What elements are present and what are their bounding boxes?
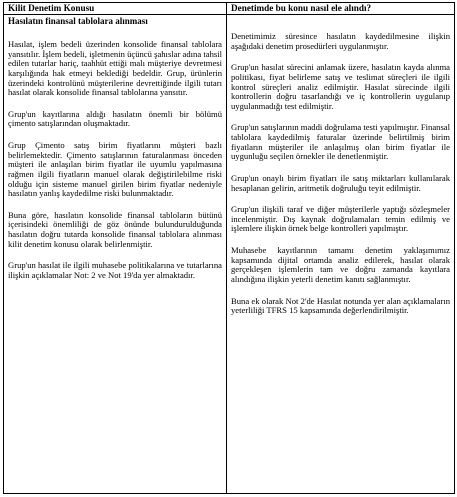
response-paragraph-1: Denetimimiz süresince hasılatın kaydedilmesine ilişkin aşağıdaki denetim prosedürleri uygulanmıştır. bbox=[231, 31, 450, 51]
matter-paragraph-2: Grup'un kayıtlarına aldığı hasılatın önemli bir bölümü çimento satışlarından oluşmaktadır. bbox=[8, 108, 222, 129]
response-paragraph-2: Grup'un hasılat sürecini anlamak üzere, hasılatın kayda alınma politikası, fiyat belirleme satış ve teslimat süreçleri ile ilgili kontrol süreçleri analiz edilmiştir. Hasılat sürecinde ilgili kontrollerin doğru tasarlandığı ve iç kontrollerin uygulanıp uygulanmadığı test edilmiştir. bbox=[231, 62, 450, 111]
header-row bbox=[4, 3, 455, 15]
response-paragraph-7: Buna ek olarak Not 2'de Hasılat notunda yer alan açıklamaların yeterliliği TFRS 15 kapsamında değerlendirilmiştir. bbox=[231, 295, 450, 316]
response-paragraph-6: Muhasebe kayıtlarının tamamı denetim yaklaşımımız kapsamında dijital ortamda analiz edilerek, hasılat olarak gerçekleşen işlemlerin tam ve doğru zamanda kayıtlara alındığına ilişkin yeterli denetim kanıtı sağlanmıştır. bbox=[231, 245, 450, 284]
key-audit-matters-table bbox=[3, 2, 455, 494]
matter-paragraph-3: Grup Çimento satış birim fiyatlarını müşteri bazlı belirlemektedir. Çimento satışlarının faturalanması önceden müşteri ile anlaşılan birim fiyatlar ile uyumlu yapılmasına rağmen ilgili fiyatların manuel olarak değiştirilebilme riski olduğu için sisteme manuel girilen birim fiyatlar nedeniyle hasılatın yanlış kaydedilme riski bulunmaktadır. bbox=[8, 140, 222, 199]
response-paragraph-3: Grup'un satışlarının maddi doğrulama testi yapılmıştır. Finansal tablolara kaydedilmiş faturalar üzerinde belirtilmiş birim fiyatların müşteriler ile anlaşılmış olan birim fiyatlar ile uygunluğu seçilen örnekler ile denetlenmiştir. bbox=[231, 122, 450, 162]
matter-subheading: Hasılatın finansal tablolara alınması bbox=[8, 16, 148, 26]
matter-paragraph-1: Hasılat, işlem bedeli üzerinden konsolide finansal tablolara yansıtılır. İşlem bedeli, işletmenin üçüncü şahıslar adına tahsil edilen tutarlar hariç, taahhüt ettiği malı müşteriye devretmesi karşılığında hak etmeyi beklediği bedeldir. Grup, ürünlerin üzerindeki kontrolünü müşterilerine devrettiğinde ilgili tutarı hasılat olarak konsolide finansal tablolarına yansıtır. bbox=[8, 39, 222, 98]
response-paragraph-5: Grup'un ilişkili taraf ve diğer müşterilerle yaptığı sözleşmeler incelenmiştir. Dış kaynak doğrulamaları temin edilmiş ve işlemlere ilişkin örnek belge kontrolleri yapılmıştır. bbox=[231, 204, 450, 234]
content-row bbox=[4, 15, 455, 494]
response-paragraph-4: Grup'un onaylı birim fiyatları ile satış miktarları kullanılarak hesaplanan gelirin, aritmetik doğruluğu teyit edilmiştir. bbox=[231, 172, 450, 193]
key-audit-matter-cell bbox=[4, 15, 227, 494]
matter-paragraph-4: Buna göre, hasılatın konsolide finansal tabloların bütünü içerisindeki önemliliği de göz önünde bulundurulduğunda hasılatın doğru tutarda konsolide finansal tablolara alınması kilit denetim konusu olarak belirlenmiştir. bbox=[8, 209, 222, 249]
audit-response-cell bbox=[227, 15, 455, 494]
matter-paragraph-5: Grup'un hasılat ile ilgili muhasebe politikalarına ve tutarlarına ilişkin açıklamalar Not: 2 ve Not 19'da yer almaktadır. bbox=[8, 260, 222, 280]
header-audit-response: Denetimde bu konu nasıl ele alındı? bbox=[227, 3, 455, 15]
header-key-audit-matter: Kilit Denetim Konusu bbox=[4, 3, 227, 15]
